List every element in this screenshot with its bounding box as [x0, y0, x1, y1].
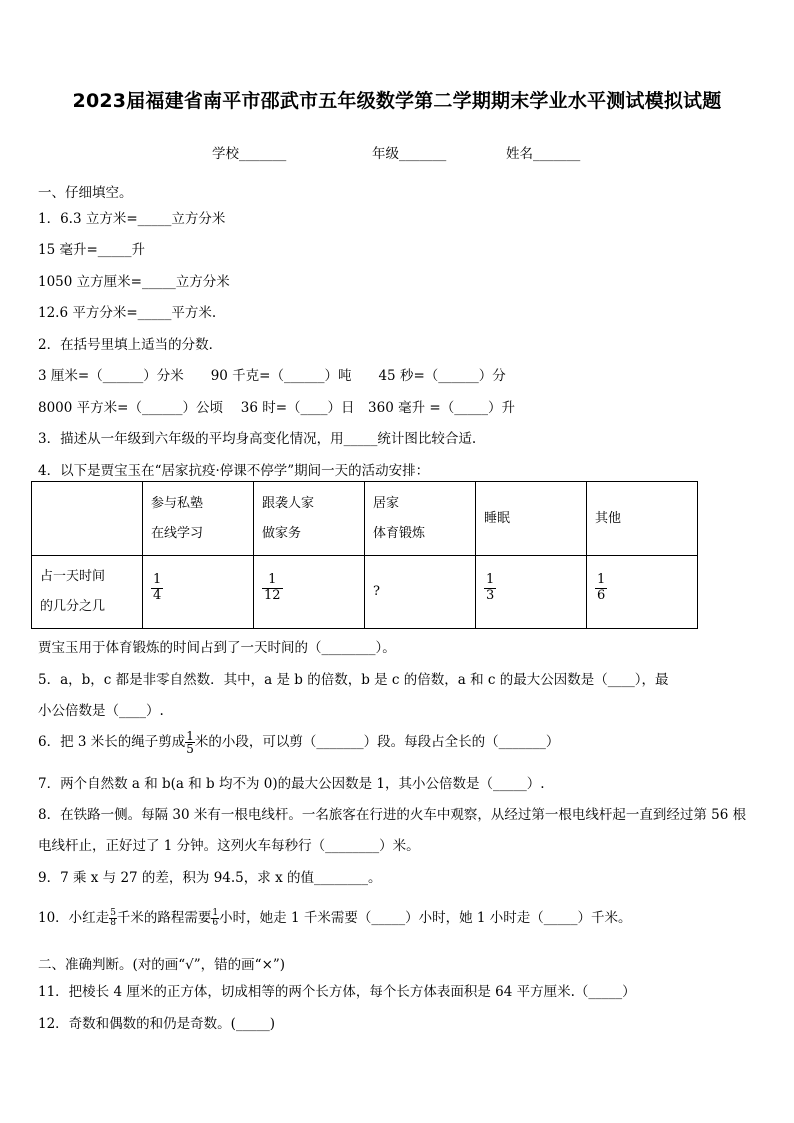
name-field — [506, 142, 580, 162]
q5-line2: 小公倍数是（____）. — [38, 703, 164, 719]
grade-field — [372, 142, 446, 162]
table-header-row — [32, 482, 698, 556]
q1-line3: 1050 立方厘米=_____立方分米 — [38, 274, 230, 290]
q8-line2: 电线杆止，正好过了 1 分钟。这列火车每秒行（________）米。 — [38, 838, 420, 854]
q1-line1: 1．6.3 立方米=_____立方分米 — [38, 211, 226, 227]
q5-line1: 5．a，b，c 都是非零自然数．其中，a 是 b 的倍数，b 是 c 的倍数，a 和 c 的最大公因数是（____），最 — [38, 672, 669, 688]
row-label-cell: 占一天时间 的几分之几 — [32, 556, 143, 629]
fraction: $\frac{1}{6}$ — [597, 572, 606, 603]
value-cell-housework — [254, 556, 365, 629]
header-cell-exercise: 居家 体育锻炼 — [365, 482, 476, 556]
value-cell-exercise: ? — [365, 556, 476, 629]
q4-stem: 4．以下是贾宝玉在“居家抗疫·停课不停学”期间一天的活动安排： — [38, 463, 430, 479]
fraction: $\frac{5}{8}$ — [110, 908, 116, 928]
q4-after: 贾宝玉用于体育锻炼的时间占到了一天时间的（________）。 — [38, 640, 396, 656]
school-label: 学校 — [212, 146, 239, 162]
header-cell-study: 参与私塾 在线学习 — [143, 482, 254, 556]
header-cell-other: 其他 — [587, 482, 698, 556]
header-cell-housework: 跟袭人家 做家务 — [254, 482, 365, 556]
q2-row2: 8000 平方米=（______）公顷 36 时=（____）日 360 毫升 =（_____）升 — [38, 400, 515, 416]
q2-row1: 3 厘米=（______）分米 90 千克=（______）吨 45 秒=（______）分 — [38, 368, 506, 384]
name-blank: _______ — [533, 146, 581, 162]
fraction: $\frac{1}{4}$ — [153, 572, 162, 603]
header-cell-empty — [32, 482, 143, 556]
q7: 7．两个自然数 a 和 b(a 和 b 均不为 0)的最大公因数是 1，其小公倍数是（_____）. — [38, 776, 545, 792]
fraction: $\frac{1}{6}$ — [212, 908, 219, 928]
grade-blank: _______ — [399, 146, 447, 162]
school-field — [212, 142, 286, 162]
q12: 12．奇数和偶数的和仍是奇数。(_____) — [38, 1016, 275, 1032]
section2-heading: 二、准确判断。(对的画“√”，错的画“×”) — [38, 957, 286, 973]
q8-line1: 8．在铁路一侧。每隔 30 米有一根电线杆。一名旅客在行进的火车中观察，从经过第一根电线杆起一直到经过第 56 根 — [38, 807, 747, 823]
grade-label: 年级 — [372, 146, 399, 162]
name-label: 姓名 — [506, 146, 533, 162]
activity-table — [31, 481, 698, 629]
q6: 6．把 3 米长的绳子剪成 $\frac{1}{5}$ 米的小段，可以剪（_______）段。每段占全长的（_______） — [38, 729, 560, 756]
q1-line2: 15 毫升=_____升 — [38, 242, 146, 258]
q3: 3．描述从一年级到六年级的平均身高变化情况，用_____统计图比较合适. — [38, 431, 477, 447]
fraction: $\frac{1}{12}$ — [264, 572, 281, 603]
header-cell-sleep: 睡眠 — [476, 482, 587, 556]
q9: 9．7 乘 x 与 27 的差，积为 94.5，求 x 的值________。 — [38, 870, 382, 886]
section1-heading: 一、仔细填空。 — [38, 185, 133, 201]
fraction: $\frac{1}{5}$ — [186, 729, 194, 756]
value-cell-study — [143, 556, 254, 629]
q1-line4: 12.6 平方分米=_____平方米. — [38, 305, 217, 321]
fraction: $\frac{1}{3}$ — [486, 572, 495, 603]
q10: 10．小红走 $\frac{5}{8}$ 千米的路程需要 $\frac{1}{6}$ 小时，她走 1 千米需要（_____）小时，她 1 小时走（_____）千米。 — [38, 908, 632, 928]
q2-stem: 2．在括号里填上适当的分数． — [38, 337, 223, 353]
value-cell-sleep — [476, 556, 587, 629]
value-cell-other — [587, 556, 698, 629]
table-row — [32, 556, 698, 629]
school-blank: _______ — [239, 146, 287, 162]
page-title: 2023届福建省南平市邵武市五年级数学第二学期期末学业水平测试模拟试题 — [72, 90, 722, 112]
q11: 11．把棱长 4 厘米的正方体，切成相等的两个长方体，每个长方体表面积是 64 平方厘米.（_____） — [38, 984, 636, 1000]
